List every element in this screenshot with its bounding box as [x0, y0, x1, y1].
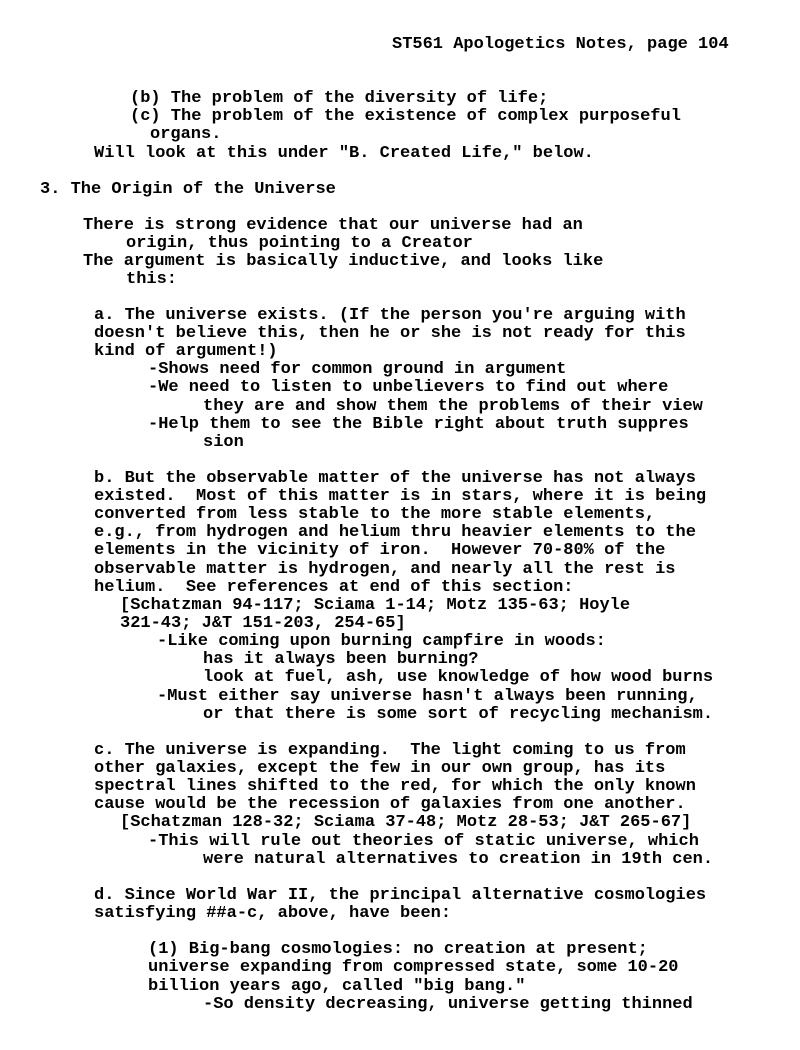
text-line: -Like coming upon burning campfire in woods:: [157, 632, 606, 651]
text-line: sion: [203, 433, 244, 452]
text-line: There is strong evidence that our universe had an: [83, 216, 583, 235]
text-line: organs.: [150, 125, 222, 144]
text-line: (b) The problem of the diversity of life;: [130, 89, 549, 108]
text-line: satisfying ##a-c, above, have been:: [94, 904, 452, 923]
text-line: [Schatzman 94-117; Sciama 1-14; Motz 135-63; Hoyle: [120, 596, 631, 615]
text-line: this:: [126, 270, 178, 289]
text-line: converted from less stable to the more stable elements,: [94, 505, 656, 524]
text-line: billion years ago, called "big bang.": [148, 977, 526, 996]
text-line: cause would be the recession of galaxies from one another.: [94, 795, 686, 814]
text-line: helium. See references at end of this section:: [94, 578, 574, 597]
section-heading: 3. The Origin of the Universe: [40, 180, 336, 199]
text-line: were natural alternatives to creation in 19th cen.: [203, 850, 714, 869]
text-line: elements in the vicinity of iron. However 70-80% of the: [94, 541, 666, 560]
text-line: spectral lines shifted to the red, for which the only known: [94, 777, 696, 796]
text-line: look at fuel, ash, use knowledge of how wood burns: [203, 668, 714, 687]
text-line: -This will rule out theories of static universe, which: [148, 832, 699, 851]
text-line: -So density decreasing, universe getting thinned: [203, 995, 693, 1014]
text-line: origin, thus pointing to a Creator: [126, 234, 473, 253]
text-line: -Shows need for common ground in argument: [148, 360, 567, 379]
text-line: c. The universe is expanding. The light coming to us from: [94, 741, 686, 760]
text-line: [Schatzman 128-32; Sciama 37-48; Motz 28-53; J&T 265-67]: [120, 813, 692, 832]
page-header: ST561 Apologetics Notes, page 104: [392, 35, 729, 54]
text-line: The argument is basically inductive, and looks like: [83, 252, 604, 271]
text-line: -We need to listen to unbelievers to find out where: [148, 378, 669, 397]
text-line: -Must either say universe hasn't always been running,: [157, 687, 698, 706]
text-line: or that there is some sort of recycling mechanism.: [203, 705, 714, 724]
text-line: doesn't believe this, then he or she is not ready for this: [94, 324, 686, 343]
text-line: -Help them to see the Bible right about truth suppres: [148, 415, 689, 434]
text-line: e.g., from hydrogen and helium thru heavier elements to the: [94, 523, 696, 542]
text-line: other galaxies, except the few in our own group, has its: [94, 759, 666, 778]
text-line: b. But the observable matter of the universe has not always: [94, 469, 696, 488]
text-line: (1) Big-bang cosmologies: no creation at present;: [148, 940, 648, 959]
text-line: d. Since World War II, the principal alternative cosmologies: [94, 886, 707, 905]
text-line: existed. Most of this matter is in stars, where it is being: [94, 487, 707, 506]
text-line: (c) The problem of the existence of complex purposeful: [130, 107, 681, 126]
text-line: observable matter is hydrogen, and nearly all the rest is: [94, 560, 676, 579]
text-line: they are and show them the problems of their view: [203, 397, 703, 416]
text-line: universe expanding from compressed state, some 10-20: [148, 958, 679, 977]
text-line: 321-43; J&T 151-203, 254-65]: [120, 614, 406, 633]
text-line: kind of argument!): [94, 342, 278, 361]
text-line: a. The universe exists. (If the person you're arguing with: [94, 306, 686, 325]
text-line: Will look at this under "B. Created Life," below.: [94, 144, 594, 163]
text-line: has it always been burning?: [203, 650, 479, 669]
